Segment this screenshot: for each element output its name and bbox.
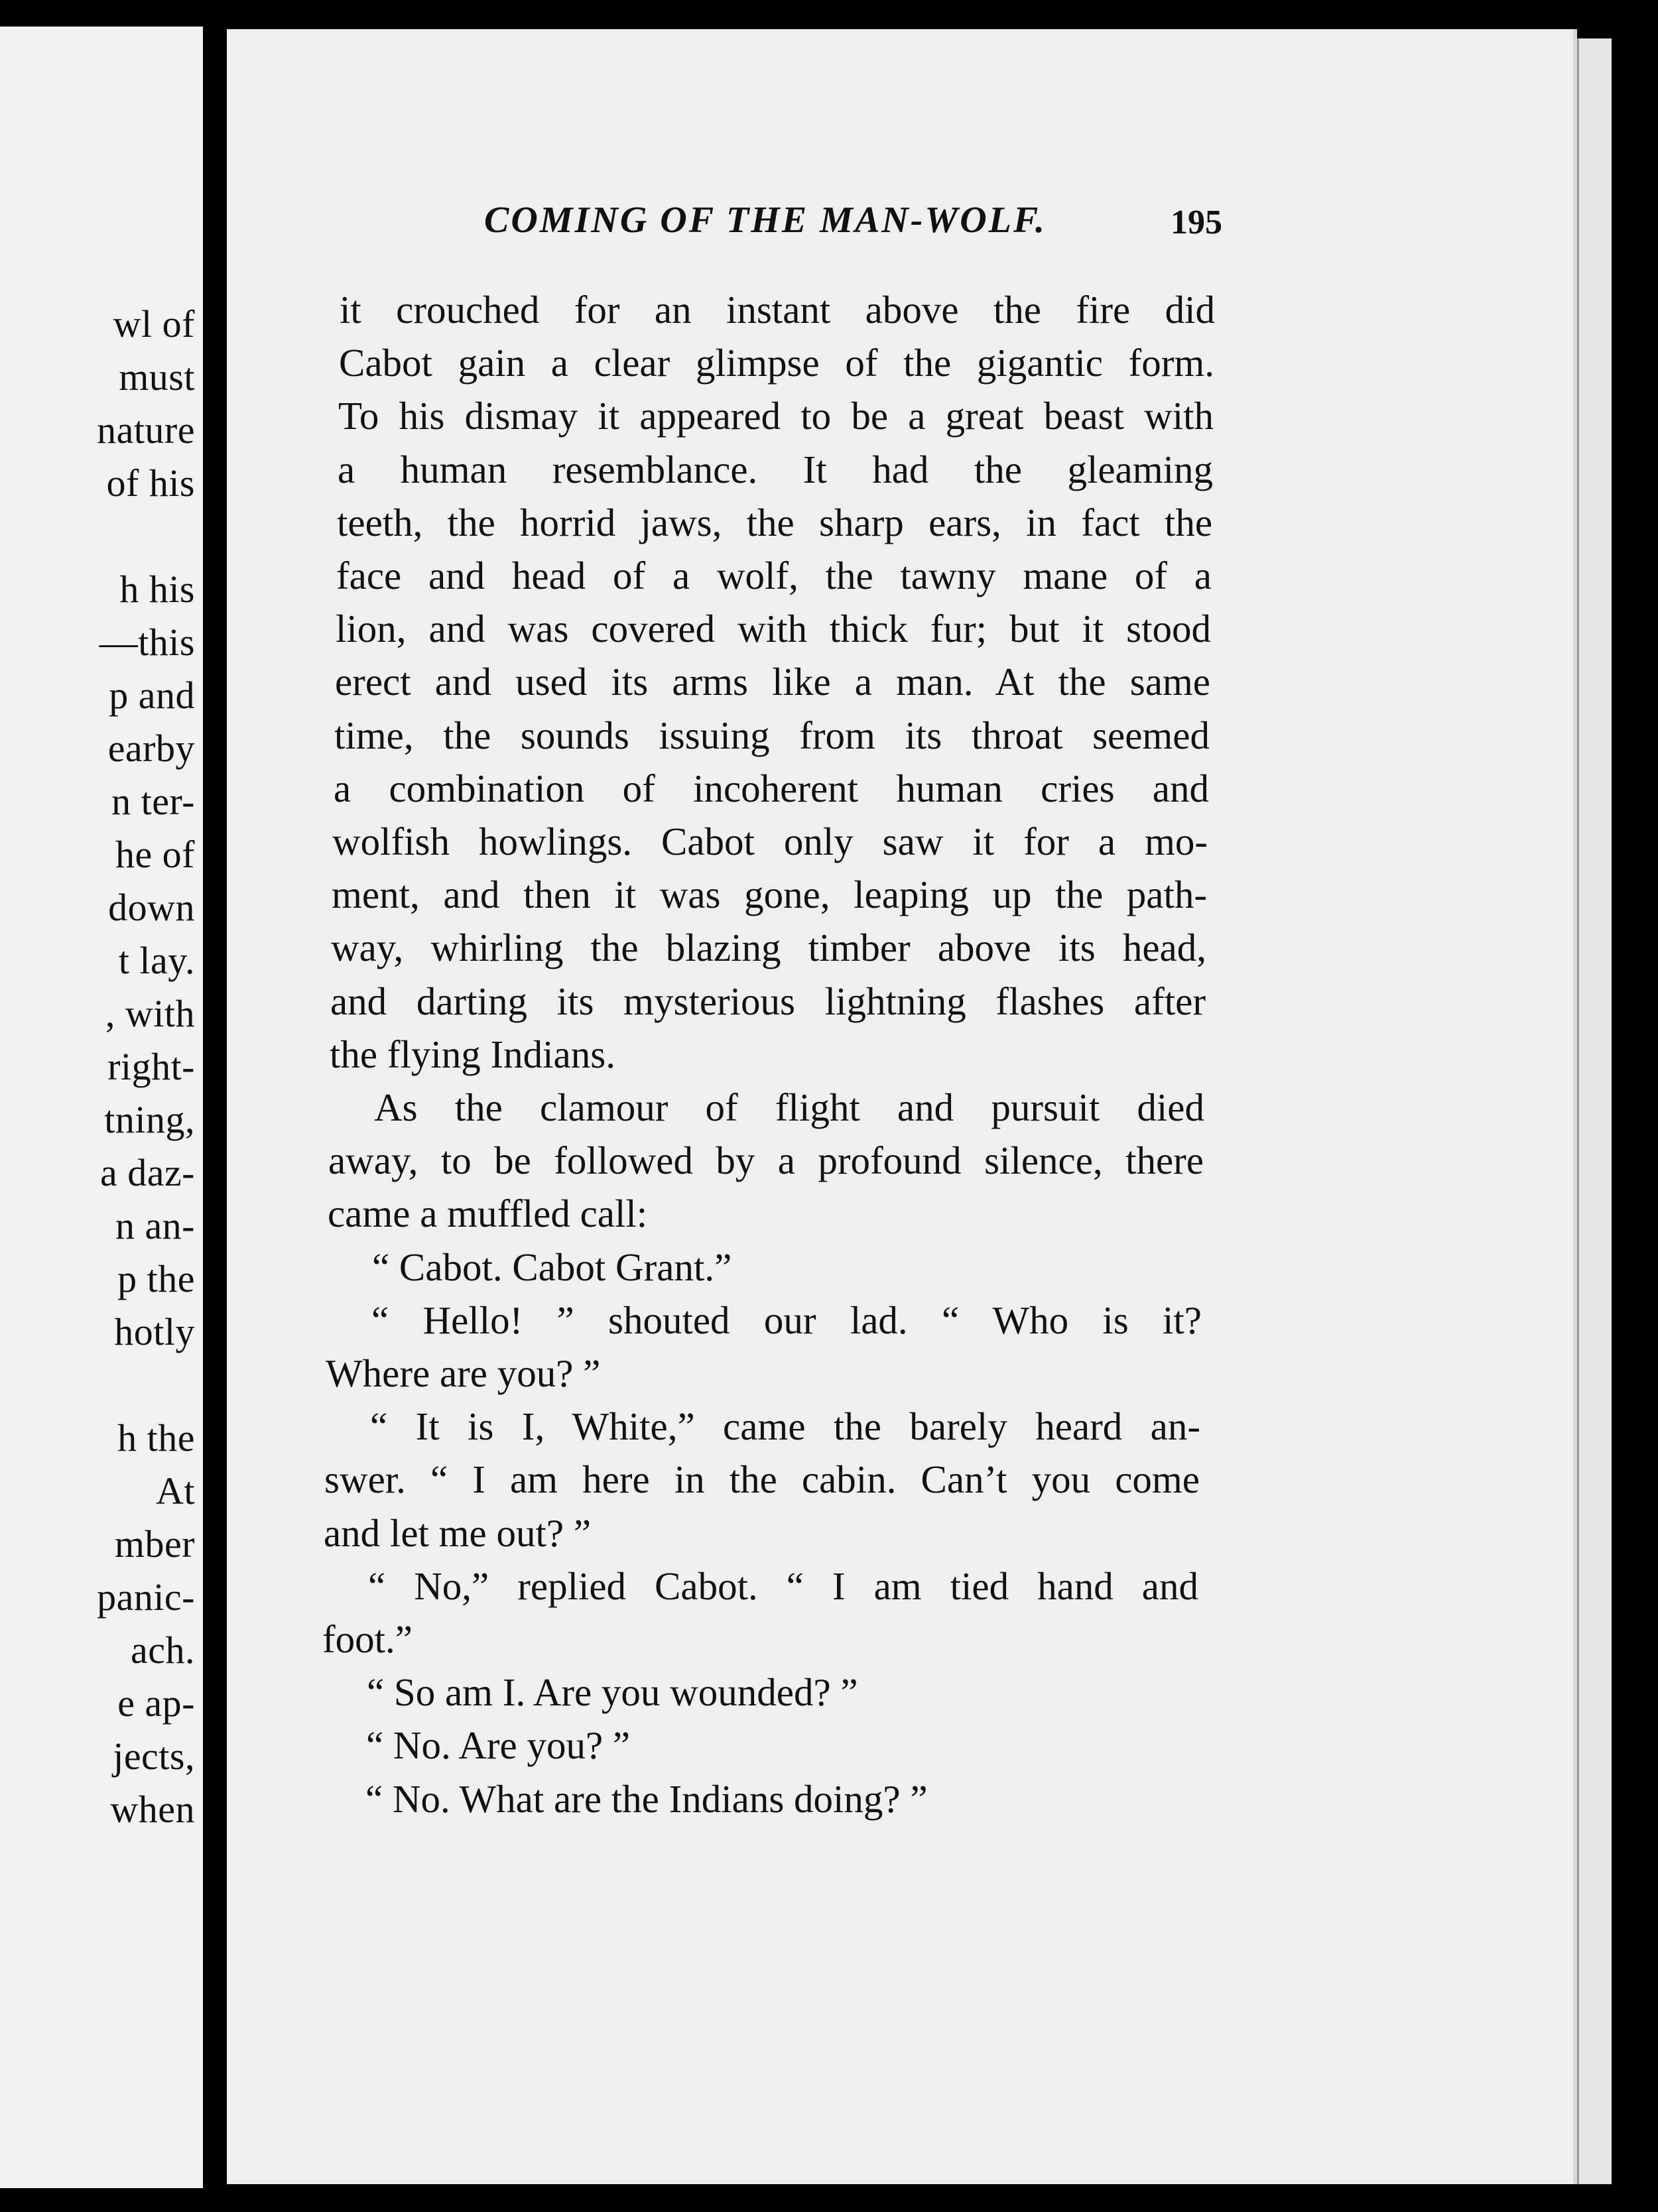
left-page-line-fragment: jects, [113,1735,195,1778]
left-page-line-fragment: a daz- [99,1151,195,1194]
left-page-line-fragment: wl of [113,302,195,345]
text-line: the flying Indians. [330,1032,615,1076]
text-line: way, whirling the blazing timber above its head, [331,926,1206,970]
text-line: As the clamour of flight and pursuit died [374,1085,1204,1129]
left-page-line-fragment: n an- [115,1204,195,1247]
left-page-line-fragment: mber [114,1522,195,1566]
left-page-line-fragment: he of [115,833,195,876]
page-number: 195 [1171,204,1222,241]
left-page-line-fragment: —this [99,621,195,664]
book-gutter [203,0,227,2212]
text-line: came a muffled call: [328,1192,648,1236]
left-page-line-fragment: e ap- [117,1682,195,1725]
text-line: time, the sounds issuing from its throat seemed [334,713,1210,757]
text-line: swer. “ I am here in the cabin. Can’t you come [324,1457,1200,1502]
text-line: wolfish howlings. Cabot only saw it for a mo- [332,820,1208,863]
text-line: “ So am I. Are you wounded? ” [367,1670,858,1715]
left-page-line-fragment: tning, [104,1098,195,1141]
running-head: COMING OF THE MAN-WOLF. [484,200,1047,241]
scan-border [1612,0,1658,2212]
text-line: “ No. Are you? ” [366,1723,631,1768]
text-line: a combination of incoherent human cries and [334,766,1209,810]
text-line: “ It is I, White,” came the barely heard an- [370,1404,1200,1449]
text-line: teeth, the horrid jaws, the sharp ears, in fact the [337,500,1212,544]
page-edge [1577,38,1614,2184]
left-page-line-fragment: of his [106,461,195,505]
text-line: “ Hello! ” shouted our lad. “ Who is it? [371,1298,1202,1342]
text-line: ment, and then it was gone, leaping up the path- [332,873,1207,917]
text-line: “ No. What are the Indians doing? ” [365,1776,928,1821]
text-line: Where are you? ” [326,1351,601,1395]
left-page-line-fragment: , with [105,992,195,1035]
left-page-line-fragment: panic- [97,1575,195,1619]
text-line: and let me out? ” [324,1510,592,1555]
text-line: it crouched for an instant above the fire did [340,288,1215,332]
left-page-line-fragment: down [108,886,195,929]
left-page-line-fragment: At [156,1469,195,1512]
text-line: “ Cabot. Cabot Grant.” [372,1245,732,1289]
left-page-line-fragment: h his [119,568,195,611]
text-line: face and head of a wolf, the tawny mane of a [336,554,1212,597]
text-line: To his dismay it appeared to be a great beast with [338,394,1214,438]
text-line: erect and used its arms like a man. At the same [335,660,1210,704]
text-line: lion, and was covered with thick fur; but it stood [336,607,1211,651]
left-page-line-fragment: earby [107,727,195,770]
left-page-line-fragment: ach. [131,1628,195,1672]
left-page-line-fragment: nature [97,408,195,452]
left-page-line-fragment: t lay. [118,939,195,982]
text-line: Cabot gain a clear glimpse of the gigantic form. [339,341,1214,385]
text-line: a human resemblance. It had the gleaming [338,447,1213,491]
text-line: and darting its mysterious lightning flashes after [330,979,1206,1023]
left-page-line-fragment: hotly [114,1310,195,1353]
previous-page-fragment [0,27,203,2188]
left-page-line-fragment: p the [117,1257,195,1300]
text-line: foot.” [322,1617,413,1661]
body-text [322,286,1222,1878]
left-page-line-fragment: h the [117,1416,195,1459]
left-page-line-fragment: right- [107,1045,195,1088]
left-page-line-fragment: n ter- [111,780,195,823]
text-line: “ No,” replied Cabot. “ I am tied hand and [368,1564,1198,1608]
left-page-line-fragment: when [110,1788,195,1831]
left-page-line-fragment: must [119,355,195,399]
left-page-line-fragment: p and [109,674,195,717]
text-line: away, to be followed by a profound silence, there [328,1138,1204,1183]
